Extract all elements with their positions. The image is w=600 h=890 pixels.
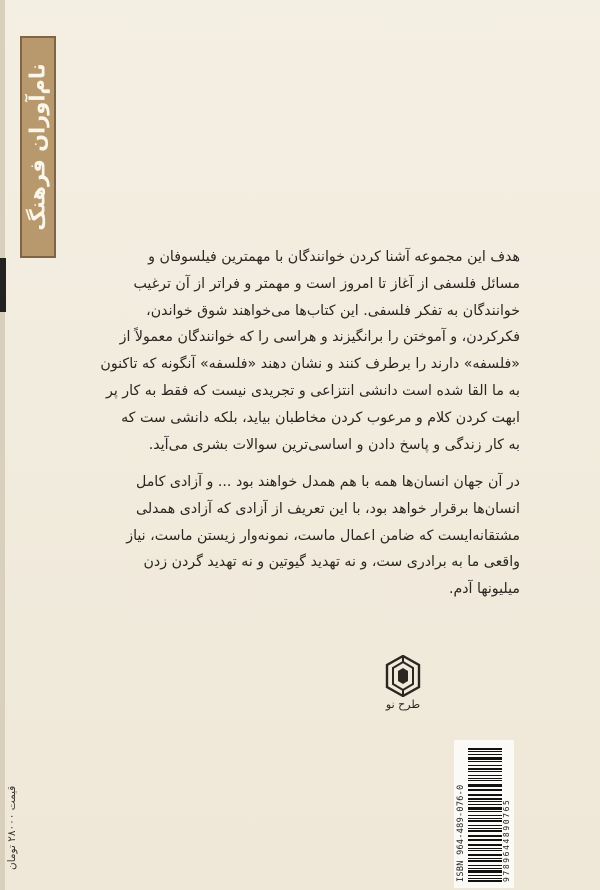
barcode-bar	[468, 835, 502, 837]
barcode-bar	[468, 868, 502, 869]
series-title-band	[20, 36, 56, 258]
barcode-bar	[468, 751, 502, 752]
barcode-bar	[468, 778, 502, 780]
barcode-bar	[468, 860, 502, 862]
barcode-bar	[468, 870, 502, 873]
barcode-bar	[468, 854, 502, 857]
price-label	[6, 760, 32, 870]
barcode-bar	[468, 839, 502, 840]
barcode-bar	[468, 820, 502, 822]
barcode-bar	[468, 755, 502, 756]
barcode-bar	[468, 844, 502, 846]
quote-line: انسان‌ها برقرار خواهد بود، با این تعریف از آزادی که آزادی همدلی	[136, 500, 520, 517]
barcode	[468, 746, 502, 882]
barcode-bar	[468, 805, 502, 806]
barcode-digits: 9789644890765	[502, 798, 511, 882]
barcode-bar	[468, 865, 502, 867]
barcode-bar	[468, 761, 502, 762]
description-line: به ما القا شده است دانشی انتزاعی و تجریدی نیست که فقط به کار پر	[106, 382, 520, 399]
barcode-bar	[468, 771, 502, 772]
description-line: «فلسفه» دارند را برطرف کنند و نشان دهند «فلسفه» آنگونه که تاکنون	[100, 356, 520, 373]
publisher-name: طرح نو	[385, 698, 421, 711]
barcode-bar	[468, 850, 502, 851]
barcode-bar	[468, 841, 502, 842]
barcode-bar	[468, 811, 502, 812]
barcode-bar	[468, 879, 502, 880]
barcode-bar	[468, 858, 502, 859]
barcode-bar	[468, 876, 502, 877]
barcode-bar	[468, 818, 502, 819]
cover-edge	[0, 0, 5, 890]
description-line: خوانندگان به تفکر فلسفی. این کتاب‌ها می‌خواهند شوق خواندن،	[146, 302, 520, 319]
barcode-bar	[468, 791, 502, 792]
series-title: نام‌آوران فرهنگ	[26, 63, 51, 231]
isbn-label: ISBN 964-489-076-0	[456, 784, 466, 882]
barcode-bar	[468, 780, 502, 781]
barcode-bar	[468, 765, 502, 767]
description-paragraph-2	[60, 469, 520, 603]
barcode-bar	[468, 815, 502, 817]
barcode-bar	[468, 807, 502, 810]
barcode-bar	[468, 828, 502, 829]
barcode-bar	[468, 801, 502, 802]
barcode-bar	[468, 794, 502, 796]
price-text: قیمت ۲۸۰۰۰ تومان	[6, 785, 18, 870]
barcode-bar	[468, 775, 502, 776]
barcode-bar	[468, 798, 502, 800]
description-line: ابهت کردن کلام و مرعوب کردن مخاطبان بیاید، بلکه دانشی ست که	[121, 409, 520, 426]
description-line: فکرکردن، و آموختن را برانگیزند و هراسی را که خوانندگان معمولاً از	[119, 329, 520, 346]
description-line: به کار زندگی و پاسخ دادن و اساسی‌ترین سوالات بشری می‌آید.	[148, 436, 520, 453]
quote-line: مشتقانه‌ایست که ضامن اعمال ماست، نمونه‌وار زیستن ماست، نیاز	[126, 527, 520, 544]
barcode-bar	[468, 848, 502, 849]
quote-line: در آن جهان انسان‌ها همه با هم همدل خواهند بود ... و آزادی کامل	[135, 474, 520, 490]
publisher-emblem-icon	[385, 655, 421, 697]
description-line: مسائل فلسفی از آغاز تا امروز است و مهمتر و فراتر از آن ترغیب	[133, 275, 520, 292]
isbn-barcode-block	[454, 740, 514, 888]
spine-mark	[0, 258, 6, 312]
barcode-bar	[468, 768, 502, 770]
barcode-bar	[468, 830, 502, 833]
barcode-bar	[468, 757, 502, 760]
publisher-logo	[383, 655, 423, 717]
quote-line: میلیونها آدم.	[448, 581, 520, 598]
barcode-bar	[468, 748, 502, 750]
description-line: هدف این مجموعه آشنا کردن خوانندگان با مهمترین فیلسوفان و	[148, 249, 520, 265]
barcode-bar	[468, 789, 502, 790]
description-paragraph-1	[60, 244, 520, 458]
quote-line: واقعی ما به برادری ست، و نه تهدید گیوتین و نه تهدید گردن زدن	[143, 554, 520, 571]
barcode-bar	[468, 784, 502, 787]
barcode-bar	[468, 880, 502, 882]
barcode-bar	[468, 825, 502, 826]
